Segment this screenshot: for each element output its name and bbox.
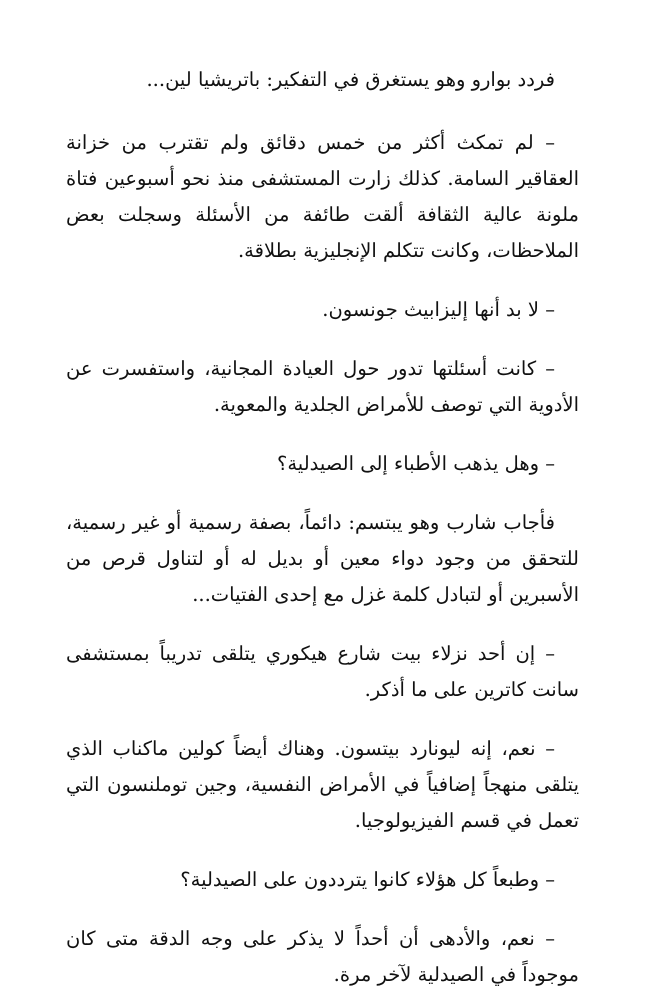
paragraph-hickory-resident: – إن أحد نزلاء بيت شارع هيكوري يتلقى تدريباً بمستشفى سانت كاترين على ما أذكر. [66, 642, 579, 701]
paragraph-all-visited: – وطبعاً كل هؤلاء كانوا يترددون على الصيدلية؟ [180, 868, 555, 891]
paragraph-elizabeth-johnson: – لا بد أنها إليزابيث جونسون. [322, 298, 555, 321]
paragraph-no-one-remembers: – نعم، والأدهى أن أحداً لا يذكر على وجه الدقة متى كان موجوداً في الصيدلية لآخر مرة. [66, 927, 579, 986]
paragraph-visitors-report: – لم تمكث أكثر من خمس دقائق ولم تقترب من خزانة العقاقير السامة. كذلك زارت المستشفى منذ نحو أسبوعين فتاة ملونة عالية الثقافة ألقت طائفة من الأسئلة وسجلت بعض الملاحظات، وكانت تتكلم الإنجليزية بطلاقة. [66, 131, 579, 262]
paragraph-doctors-question: – وهل يذهب الأطباء إلى الصيدلية؟ [277, 452, 555, 475]
paragraph-sharpe-answer: فأجاب شارب وهو يبتسم: دائماً، بصفة رسمية أو غير رسمية، للتحقق من وجود دواء معين أو بديل له أو لتناول قرص من الأسبرين أو لتبادل كلمة غزل مع إحدى الفتيات... [66, 511, 579, 606]
paragraph-her-questions: – كانت أسئلتها تدور حول العيادة المجانية، واستفسرت عن الأدوية التي توصف للأمراض الجلدية والمعوية. [66, 357, 579, 416]
paragraph-poirot-repeats: فردد بوارو وهو يستغرق في التفكير: باتريشيا لين... [146, 68, 555, 91]
paragraph-bateson-mcnabb: – نعم، إنه ليونارد بيتسون. وهناك أيضاً كولين ماكناب الذي يتلقى منهجاً إضافياً في الأمراض النفسية، وجين توملنسون التي تعمل في قسم الفيزيولوجيا. [66, 737, 579, 832]
